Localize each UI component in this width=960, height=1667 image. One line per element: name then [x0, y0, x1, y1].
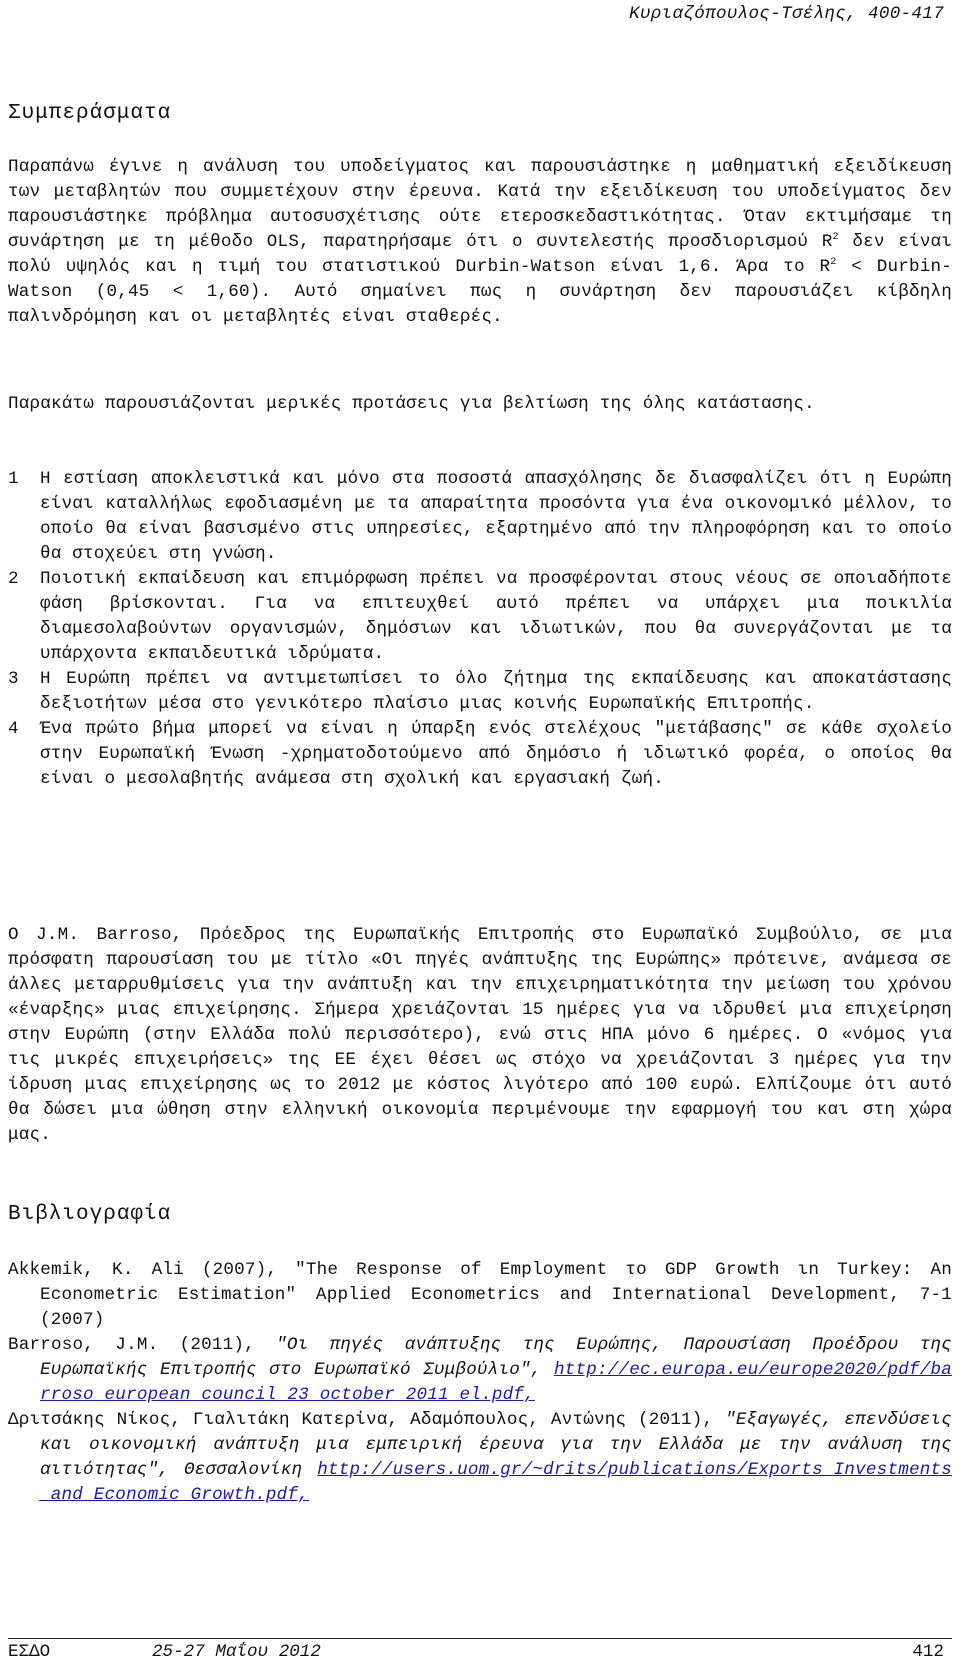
list-number: 1 — [8, 469, 19, 489]
superscript: 2 — [832, 232, 839, 244]
bibliography-heading: Βιβλιογραφία — [8, 1203, 172, 1226]
list-text: Ένα πρώτο βήμα μπορεί να είναι η ύπαρξη ενός στελέχους "μετάβασης" σε κάθε σχολείο στην Ευρωπαϊκή Ένωση -χρηματοδοτούμενο από δημόσιο ή ιδιωτικό φορέα, ο οποίος θα είναι ο μεσολαβητής ανάμεσα στη σχολική και εργασιακή ζωή. — [40, 719, 952, 789]
ref-author: Δριτσάκης Νίκος, Γιαλιτάκη Κατερίνα, Αδαμόπουλος, Αντώνης (2011), — [8, 1410, 726, 1430]
ref-author: Akkemik, K. Ali (2007), — [8, 1260, 296, 1280]
conclusions-paragraph-1 — [8, 155, 952, 330]
footer-date: 25-27 Μαΐου 2012 — [152, 1642, 321, 1662]
ref-link[interactable]: http://users.uom.gr/~drits/publications/Exports_Investments_and_Economic_Growth.pdf, — [40, 1460, 952, 1505]
bibliography-entry — [8, 1408, 952, 1508]
paragraph-text: δεν είναι πολύ υψηλός και η τιμή του στατιστικού Durbin-Watson είναι 1,6. Άρα το R — [8, 232, 952, 277]
paragraph-text: < Durbin-Watson (0,45 < 1,60). Αυτό σημαίνει πως η συνάρτηση δεν παρουσιάζει κίβδηλη παλινδρόμηση και οι μεταβλητές είναι σταθερές. — [8, 257, 952, 327]
conclusions-heading: Συμπεράσματα — [8, 102, 172, 125]
ref-rest: "The Response of Employment το GDP Growth ιn Turkey: An Econometric Estimation" Applied Econometrics and International Development, 7-1 (2007) — [40, 1260, 952, 1330]
bibliography-list — [8, 1258, 952, 1508]
list-number: 2 — [8, 569, 19, 589]
list-number: 4 — [8, 719, 19, 739]
running-head: Κυριαζόπουλος-Τσέλης, 400-417 — [629, 4, 944, 24]
footer-conference: ΕΣΔΟ — [8, 1642, 51, 1662]
list-text: Η εστίαση αποκλειστικά και μόνο στα ποσοστά απασχόλησης δε διασφαλίζει ότι η Ευρώπη είναι καταλλήλως εφοδιασμένη με τα απαραίτητα προσόντα για ένα οικονομικό μέλλον, το οποίο θα είναι βασισμένο στις υπηρεσίες, εξαρτημένο από την πληροφόρηση και το οποίο θα στοχεύει στη γνώση. — [40, 469, 952, 564]
list-item — [8, 667, 952, 717]
conclusions-paragraph-3: Ο J.M. Barroso, Πρόεδρος της Ευρωπαϊκής Επιτροπής στο Ευρωπαϊκό Συμβούλιο, σε μια πρόσφατη παρουσίαση του με τίτλο «Οι πηγές ανάπτυξης της Ευρώπης» πρότεινε, ανάμεσα σε άλλες μεταρρυθμίσεις για την ανάπτυξη και την επιχειρηματικότητα την μείωση του χρόνου «έναρξης» μιας επιχείρησης. Σήμερα χρειάζονται 15 ημέρες για να ιδρυθεί μια επιχείρηση στην Ευρώπη (στην Ελλάδα πολύ περισσότερο), ενώ στις ΗΠΑ μόνο 6 ημέρες. Ο «νόμος για τις μικρές επιχειρήσεις» της ΕΕ έχει θέσει ως στόχο να χρειάζονται 3 ημέρες για την ίδρυση μιας επιχείρησης ως το 2012 με κόστος λιγότερο από 100 ευρώ. Ελπίζουμε ότι αυτό θα δώσει μια ώθηση στην ελληνική οικονομία περιμένουμε την εφαρμογή του και στη χώρα μας. — [8, 925, 952, 1145]
list-text: Η Ευρώπη πρέπει να αντιμετωπίσει το όλο ζήτημα της εκπαίδευσης και αποκατάστασης δεξιοτήτων μέσα στο γενικότερο πλαίσιο μιας κοινής Ευρωπαϊκής Επιτροπής. — [40, 669, 952, 714]
ref-title: "Οι πηγές ανάπτυξης της Ευρώπης, Παρουσίαση Προέδρου της Ευρωπαϊκής Επιτροπής στο Ευρωπαϊκό Συμβούλιο", — [40, 1335, 952, 1380]
page — [8, 0, 952, 1667]
footer — [8, 1642, 952, 1667]
page-number: 412 — [912, 1642, 944, 1662]
ref-link[interactable]: http://ec.europa.eu/europe2020/pdf/barroso_european_council_23_october_2011_el.pdf, — [40, 1360, 952, 1405]
bibliography-entry — [8, 1333, 952, 1408]
proposals-list — [8, 467, 952, 792]
ref-title: "Εξαγωγές, επενδύσεις και οικονομική ανάπτυξη μια εμπειρική έρευνα για την Ελλάδα με την ανάλυση της αιτιότητας", Θεσσαλονίκη — [40, 1410, 953, 1480]
bibliography-entry — [8, 1258, 952, 1333]
list-number: 3 — [8, 669, 19, 689]
paragraph-text: Παραπάνω έγινε η ανάλυση του υποδείγματος και παρουσιάστηκε η μαθηματική εξειδίκευση των μεταβλητών που συμμετέχουν στην έρευνα. Κατά την εξειδίκευση του υποδείγματος δεν παρουσιάστηκε πρόβλημα αυτοσυσχέτισης ούτε ετεροσκεδαστικότητας. Όταν εκτιμήσαμε τη συνάρτηση με τη μέθοδο OLS, παρατηρήσαμε ότι ο συντελεστής προσδιορισμού R — [8, 157, 952, 252]
superscript: 2 — [830, 257, 837, 269]
ref-author: Barroso, J.M. (2011), — [8, 1335, 277, 1355]
list-item — [8, 467, 952, 567]
list-item — [8, 717, 952, 792]
footer-divider — [8, 1638, 952, 1639]
list-text: Ποιοτική εκπαίδευση και επιμόρφωση πρέπει να προσφέρονται στους νέους σε οποιαδήποτε φάση βρίσκονται. Για να επιτευχθεί αυτό πρέπει να υπάρχει μια ποικιλία διαμεσολαβούντων οργανισμών, δημόσιων και ιδιωτικών, που θα συνεργάζονται με τα υπάρχοντα εκπαιδευτικά ιδρύματα. — [40, 569, 952, 664]
list-item — [8, 567, 952, 667]
conclusions-paragraph-2: Παρακάτω παρουσιάζονται μερικές προτάσεις για βελτίωση της όλης κατάστασης. — [8, 394, 815, 414]
